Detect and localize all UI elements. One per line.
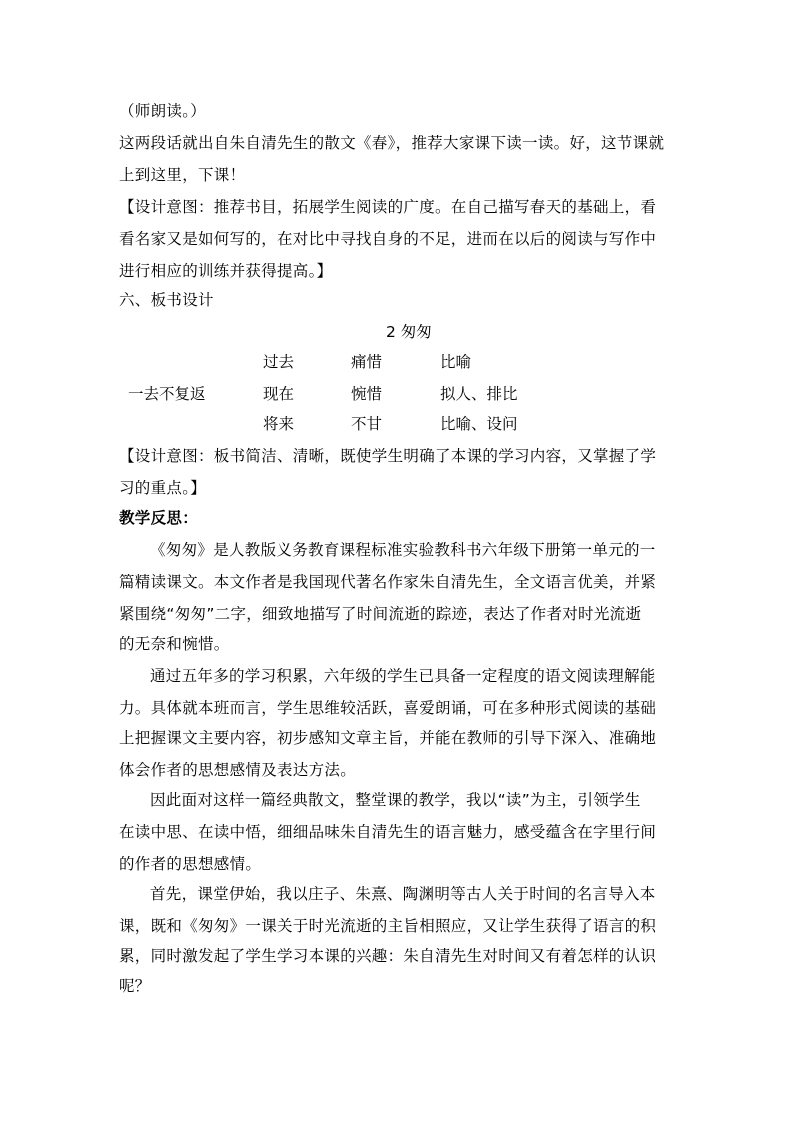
board-feeling-past: 痛惜: [351, 353, 383, 371]
design-intent-line: 看名家又是如何写的，在对比中寻找自身的不足，进而在以后的阅读与写作中: [119, 230, 657, 248]
reflection-line: 首先，课堂伊始，我以庄子、朱熹、陶渊明等古人关于时间的名言导入本: [150, 885, 656, 903]
reflection-line: 紧围绕“匆匆”二字，细致地描写了时间流逝的踪迹，表达了作者对时光流逝: [119, 605, 642, 623]
reflection-line: 累，同时激发起了学生学习本课的兴趣：朱自清先生对时间又有着怎样的认识: [119, 947, 657, 965]
reflection-line: 上把握课文主要内容，初步感知文章主旨，并能在教师的引导下深入、准确地: [119, 729, 657, 747]
board-title: 2 匆匆: [386, 323, 432, 341]
reflection-line: 的作者的思想感情。: [119, 855, 262, 873]
reflection-line: 篇精读课文。本文作者是我国现代著名作家朱自清先生，全文语言优美，并紧: [119, 573, 657, 591]
reflection-line: 《匆匆》是人教版义务教育课程标准实验教科书六年级下册第一单元的一: [150, 541, 656, 559]
board-feeling-present: 惋惜: [351, 385, 383, 403]
reflection-line: 的无奈和惋惜。: [119, 635, 230, 653]
reflection-line: 在读中思、在读中悟，细细品味朱自清先生的语言魅力，感受蕴含在字里行间: [119, 823, 657, 841]
board-left-label: 一去不复返: [128, 385, 206, 403]
reflection-line: 体会作者的思想感情及表达方法。: [119, 761, 357, 779]
reflection-line: 通过五年多的学习积累，六年级的学生已具备一定程度的语文阅读理解能: [150, 667, 656, 685]
board-method-past: 比喻: [440, 353, 472, 371]
board-method-present: 拟人、排比: [440, 385, 518, 403]
board-method-future: 比喻、设问: [440, 415, 518, 433]
design-intent-line: 习的重点。】: [119, 479, 207, 497]
board-time-past: 过去: [263, 353, 295, 371]
design-intent-line: 【设计意图：板书简洁、清晰，既使学生明确了本课的学习内容，又掌握了学: [119, 447, 657, 465]
paragraph-line: 这两段话就出自朱自清先生的散文《春》，推荐大家课下读一读。好，这节课就: [119, 134, 665, 152]
design-intent-line: 进行相应的训练并获得提高。】: [119, 262, 333, 280]
board-time-present: 现在: [263, 385, 295, 403]
design-intent-line: 【设计意图：推荐书目，拓展学生阅读的广度。在自己描写春天的基础上，看: [119, 198, 657, 216]
section-heading: 六、板书设计: [119, 291, 214, 309]
board-time-future: 将来: [263, 415, 295, 433]
paragraph-line: （师朗读。）: [119, 102, 207, 120]
reflection-line: 因此面对这样一篇经典散文，整堂课的教学，我以“读”为主，引领学生: [150, 791, 641, 809]
reflection-line: 课，既和《匆匆》一课关于时光流逝的主旨相照应，又让学生获得了语言的积: [119, 917, 657, 935]
reflection-heading: 教学反思：: [119, 509, 199, 527]
paragraph-line: 上到这里，下课！: [119, 166, 246, 184]
reflection-line: 力。具体就本班而言，学生思维较活跃，喜爱朗诵，可在多种形式阅读的基础: [119, 699, 657, 717]
reflection-line: 呢？: [119, 977, 151, 995]
board-feeling-future: 不甘: [351, 415, 383, 433]
